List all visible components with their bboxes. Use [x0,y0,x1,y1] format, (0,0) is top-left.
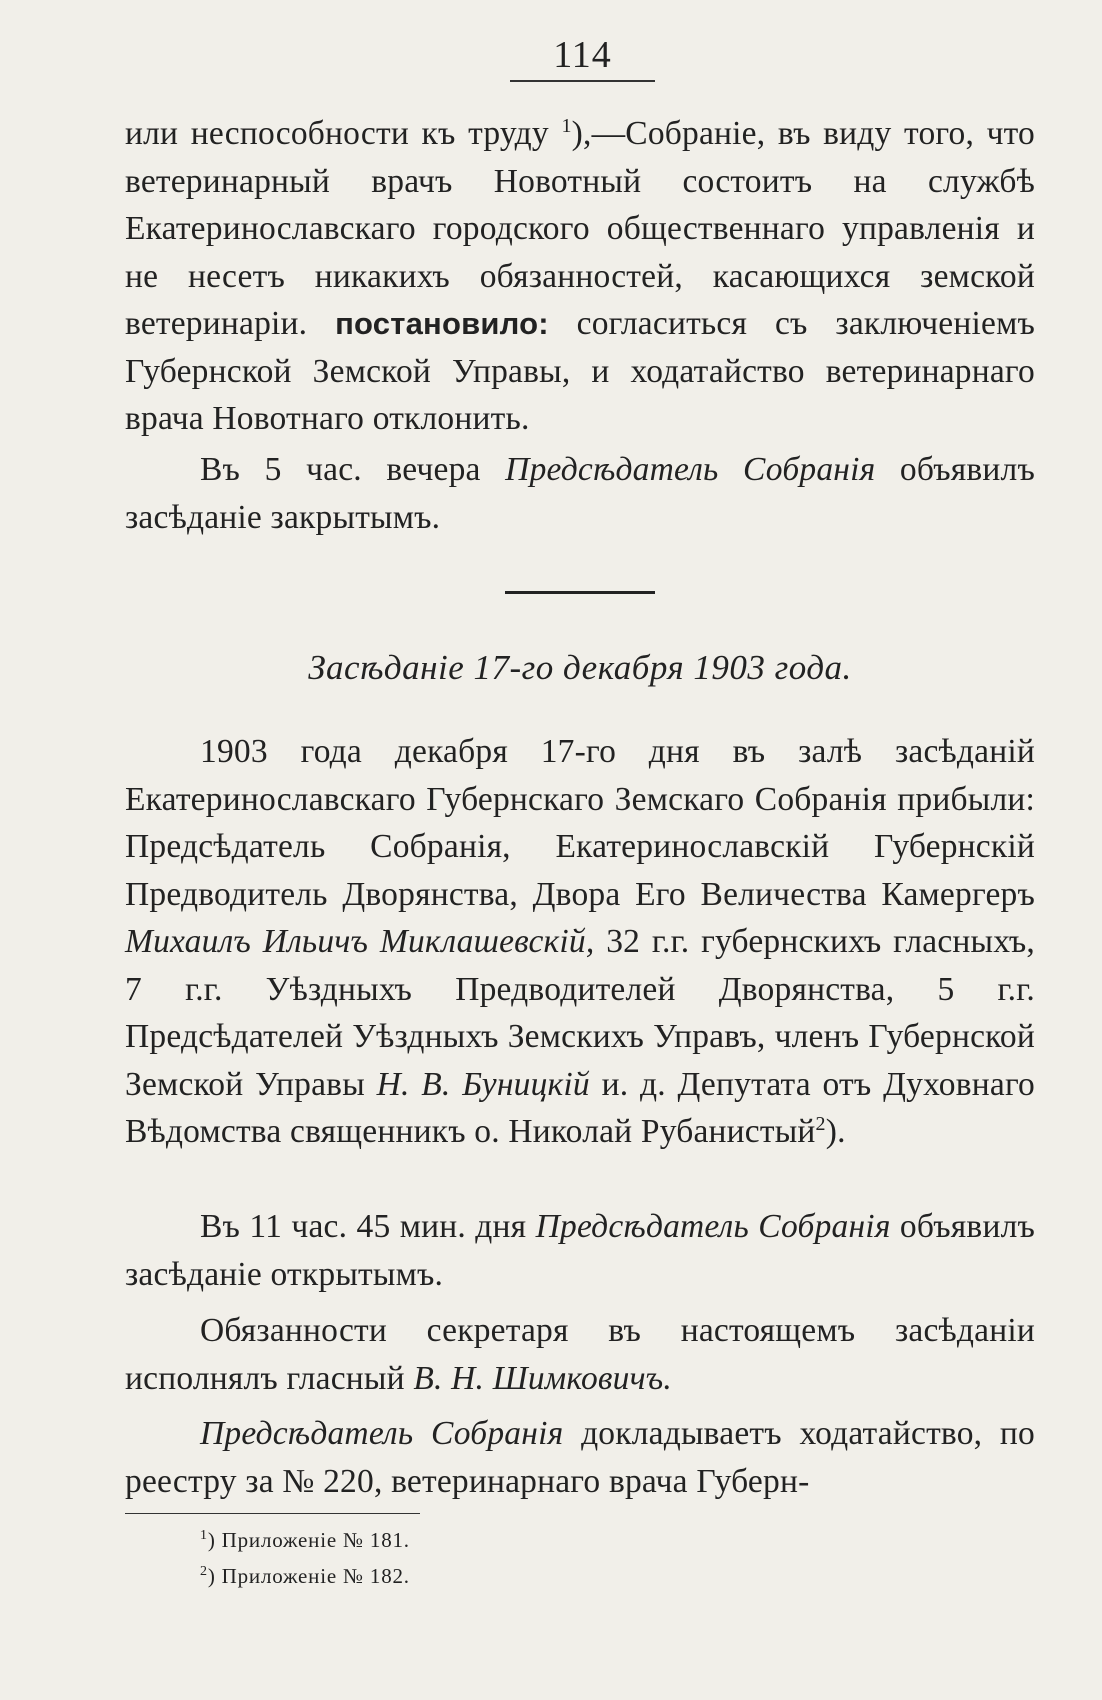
footnote-mark: 2 [200,1564,208,1579]
paragraph-attendance [125,728,1035,1156]
paragraph-session-closed [125,446,1035,541]
chairman-title: Предсѣдатель Собранія [505,451,876,488]
person-name: Михаилъ Ильичъ Миклашевскій, [125,923,595,960]
section-divider [505,591,655,594]
paragraph-text: Въ 11 час. 45 мин. дня [200,1208,536,1245]
paragraph-text: объявилъ засѣданіе закрытымъ. [125,451,1036,536]
paragraph-text: Обязанности секретаря въ настоящемъ засѣданіи исполнялъ гласный [125,1312,1035,1397]
paragraph-text: объявилъ засѣданіе открытымъ. [125,1208,1036,1293]
paragraph-text: ). [825,1113,846,1150]
paragraph-petition [125,1410,1035,1505]
paragraph-secretary [125,1307,1035,1402]
section-heading: Засѣданіе 17-го декабря 1903 года. [308,648,852,687]
paragraph-resolution [125,110,1035,443]
paragraph-text: 32 г.г. губернскихъ гласныхъ, 7 г.г. Уѣздныхъ Предводителей Дворянства, 5 г.г. Предсѣдателей Уѣздныхъ Земскихъ Управъ, членъ Губернской Земской Управы [125,923,1036,1103]
page-number: 114 [553,34,612,76]
person-name: Н. В. Буницкій [376,1065,590,1103]
footnote-text: ) Приложеніе № 181. [207,1528,410,1552]
decision-word: постановило: [335,306,549,341]
paragraph-text: ),—Собраніе, въ виду того, что ветеринарный врачъ Новотный состоитъ на службѣ Екатеринославскаго городского общественнаго управленія и не несетъ никакихъ обязанностей, касающихся земской ветеринаріи. [125,115,1035,342]
footnote [200,1526,410,1554]
footnote [200,1562,410,1590]
footnote-text: ) Приложеніе № 182. [207,1564,410,1588]
footnote-ref: 1 [561,114,572,137]
paragraph-text: Въ 5 час. вечера [200,451,506,488]
chairman-title: Предсѣдатель Собранія [200,1415,564,1452]
chairman-title: Предсѣдатель Собранія [535,1208,891,1245]
paragraph-session-opened [125,1203,1035,1298]
paragraph-text: или неспособности къ труду [125,115,562,152]
paragraph-text: согласиться съ заключеніемъ Губернской Земской Управы, и ходатайство ветеринарнаго врача Новотнаго отклонить. [125,305,1035,437]
footnote-mark: 1 [200,1528,208,1543]
footnote-ref: 2 [815,1112,826,1135]
footnote-divider [125,1513,420,1514]
page-number-rule [510,80,655,82]
paragraph-text: 1903 года декабря 17-го дня въ залѣ засѣданій Екатеринославскаго Губернскаго Земскаго Собранія прибыли: Предсѣдатель Собранія, Екатеринославскій Губернскій Предводитель Дворянства, Двора Его Величества Камергеръ [125,733,1035,913]
paragraph-text: докладываетъ ходатайство, по реестру за № 220, ветеринарнаго врача Губерн- [125,1415,1036,1500]
paragraph-text: и. д. Депутата отъ Духовнаго Вѣдомства священникъ о. Николай Рубанистый [125,1065,1035,1150]
person-name: В. Н. Шимковичъ. [413,1359,672,1397]
